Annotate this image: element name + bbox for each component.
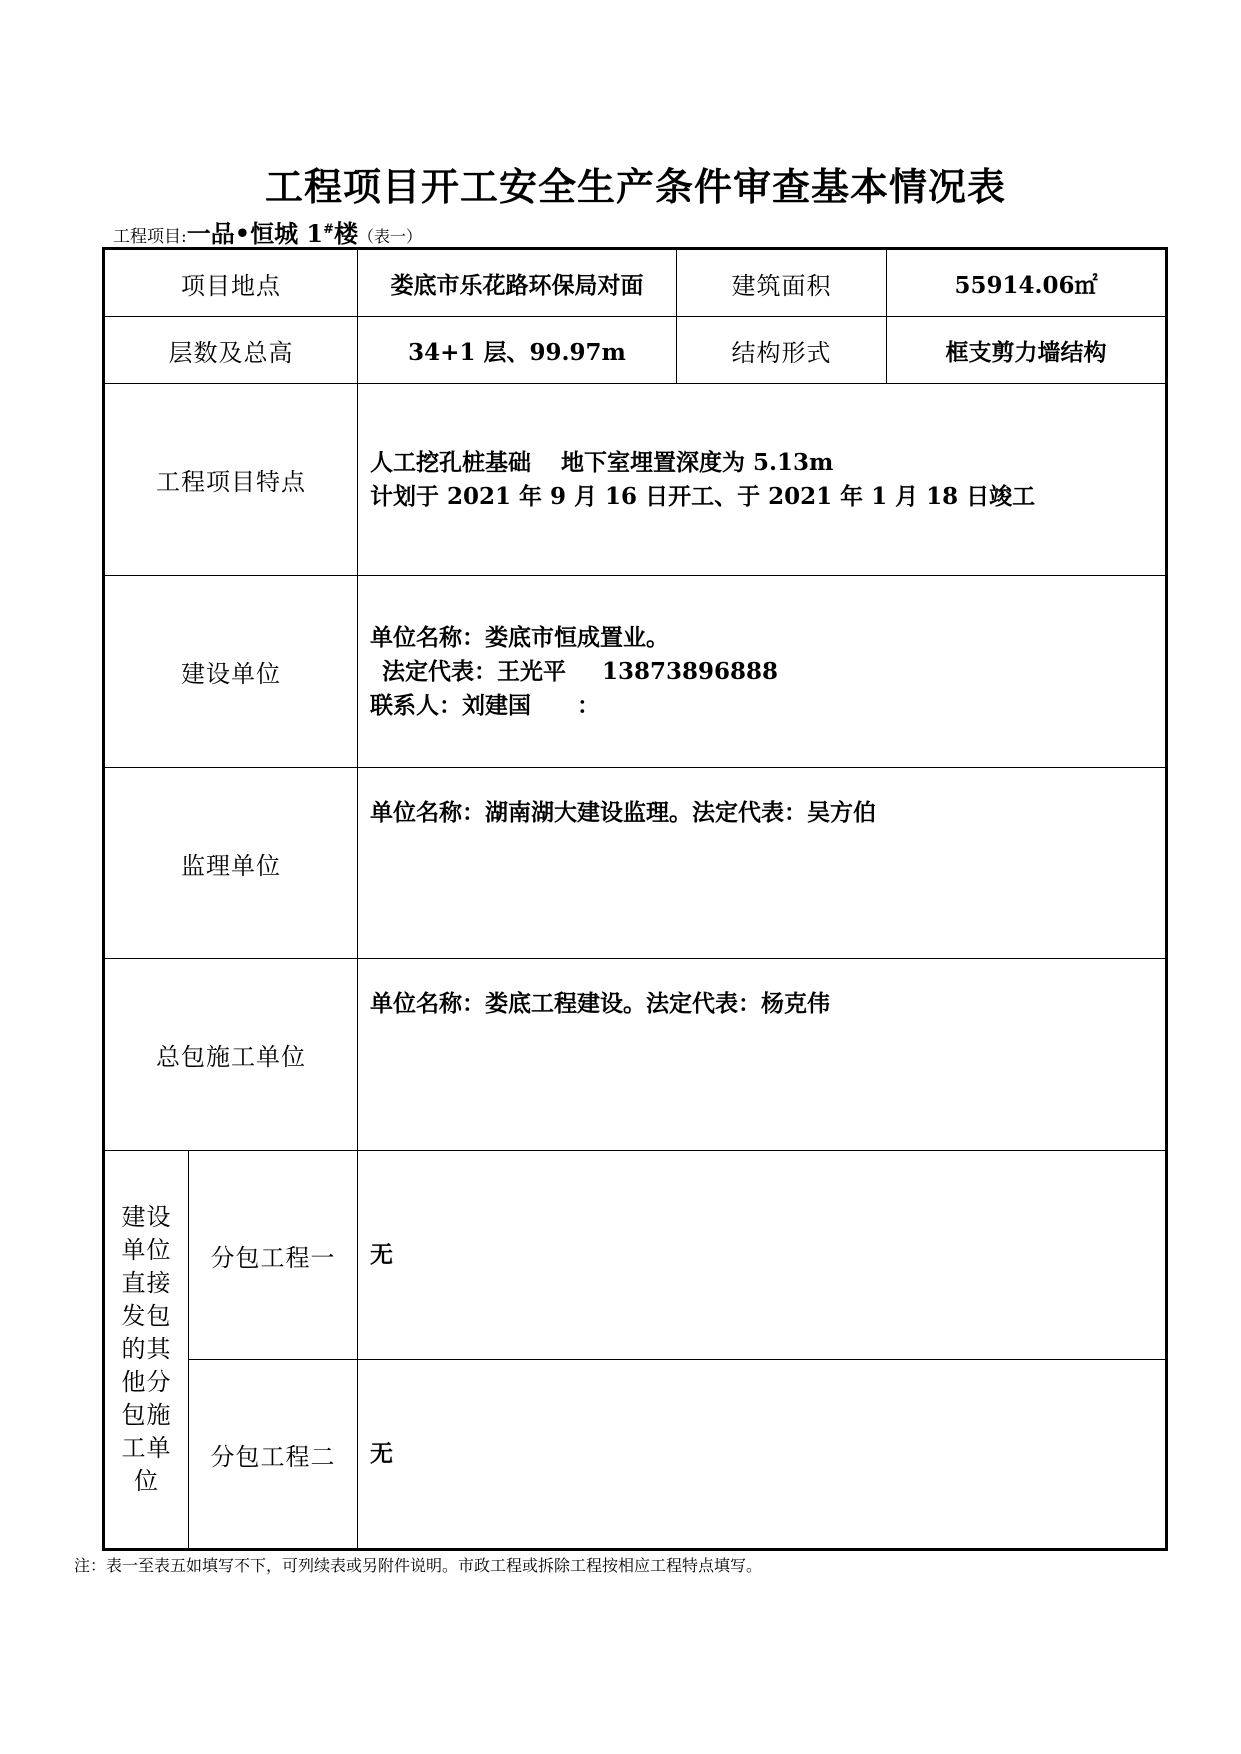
info-table bbox=[102, 247, 1168, 1551]
page-title: 工程项目开工安全生产条件审查基本情况表 bbox=[264, 164, 1006, 209]
structure-label: 结构形式 bbox=[677, 317, 887, 384]
features-line-2: 计划于 2021 年 9 月 16 日开工、于 2021 年 1 月 18 日竣工 bbox=[370, 482, 1036, 510]
project-name-sup: # bbox=[323, 222, 335, 237]
table-row bbox=[104, 1151, 1167, 1360]
project-line bbox=[113, 214, 422, 249]
location-label: 项目地点 bbox=[104, 249, 358, 317]
contractor-content bbox=[358, 959, 1167, 1151]
footnote: 注：表一至表五如填写不下，可列续表或另附件说明。市政工程或拆除工程按相应工程特点填写。 bbox=[74, 1556, 763, 1575]
area-label: 建筑面积 bbox=[677, 249, 887, 317]
subcontractor-group-label: 建设单位直接发包的其他分包施工单位 bbox=[104, 1151, 189, 1550]
project-name-text: 一品•恒城 1 bbox=[186, 219, 324, 248]
builder-legal-rep: 法定代表：王光平 bbox=[382, 657, 566, 685]
structure-value: 框支剪力墙结构 bbox=[887, 317, 1167, 384]
features-label: 工程项目特点 bbox=[104, 384, 358, 576]
features-line-1 bbox=[370, 446, 1165, 480]
table-row bbox=[104, 959, 1167, 1151]
sub1-value: 无 bbox=[358, 1151, 1167, 1360]
project-prefix: 工程项目: bbox=[113, 227, 187, 247]
sub1-label: 分包工程一 bbox=[189, 1151, 358, 1360]
floors-label: 层数及总高 bbox=[104, 317, 358, 384]
supervisor-line-1: 单位名称：湖南湖大建设监理。法定代表：吴方伯 bbox=[370, 799, 876, 826]
contractor-label: 总包施工单位 bbox=[104, 959, 358, 1151]
table-row bbox=[104, 768, 1167, 959]
area-value: 55914.06㎡ bbox=[887, 249, 1167, 317]
table-row bbox=[104, 384, 1167, 576]
builder-phone: 13873896888 bbox=[602, 657, 779, 685]
supervisor-label: 监理单位 bbox=[104, 768, 358, 959]
features-content bbox=[358, 384, 1167, 576]
table-row bbox=[104, 1360, 1167, 1550]
location-value: 娄底市乐花路环保局对面 bbox=[358, 249, 677, 317]
sub2-value: 无 bbox=[358, 1360, 1167, 1550]
project-name bbox=[187, 219, 358, 248]
sub2-label: 分包工程二 bbox=[189, 1360, 358, 1550]
supervisor-content bbox=[358, 768, 1167, 959]
builder-line-3: 联系人：刘建国 ： bbox=[370, 691, 600, 719]
floors-value: 34+1 层、99.97m bbox=[358, 317, 677, 384]
project-table-note: （表一） bbox=[358, 227, 423, 246]
builder-line-2 bbox=[370, 655, 1165, 689]
features-basement: 地下室埋置深度为 5.13m bbox=[561, 448, 834, 476]
builder-label: 建设单位 bbox=[104, 576, 358, 768]
builder-line-1: 单位名称：娄底市恒成置业。 bbox=[370, 623, 669, 651]
builder-content bbox=[358, 576, 1167, 768]
project-name-suffix: 楼 bbox=[334, 219, 359, 248]
table-row bbox=[104, 576, 1167, 768]
features-foundation: 人工挖孔桩基础 bbox=[370, 448, 531, 476]
table-row bbox=[104, 249, 1167, 317]
table-row bbox=[104, 317, 1167, 384]
contractor-line-1: 单位名称：娄底工程建设。法定代表：杨克伟 bbox=[370, 990, 830, 1017]
